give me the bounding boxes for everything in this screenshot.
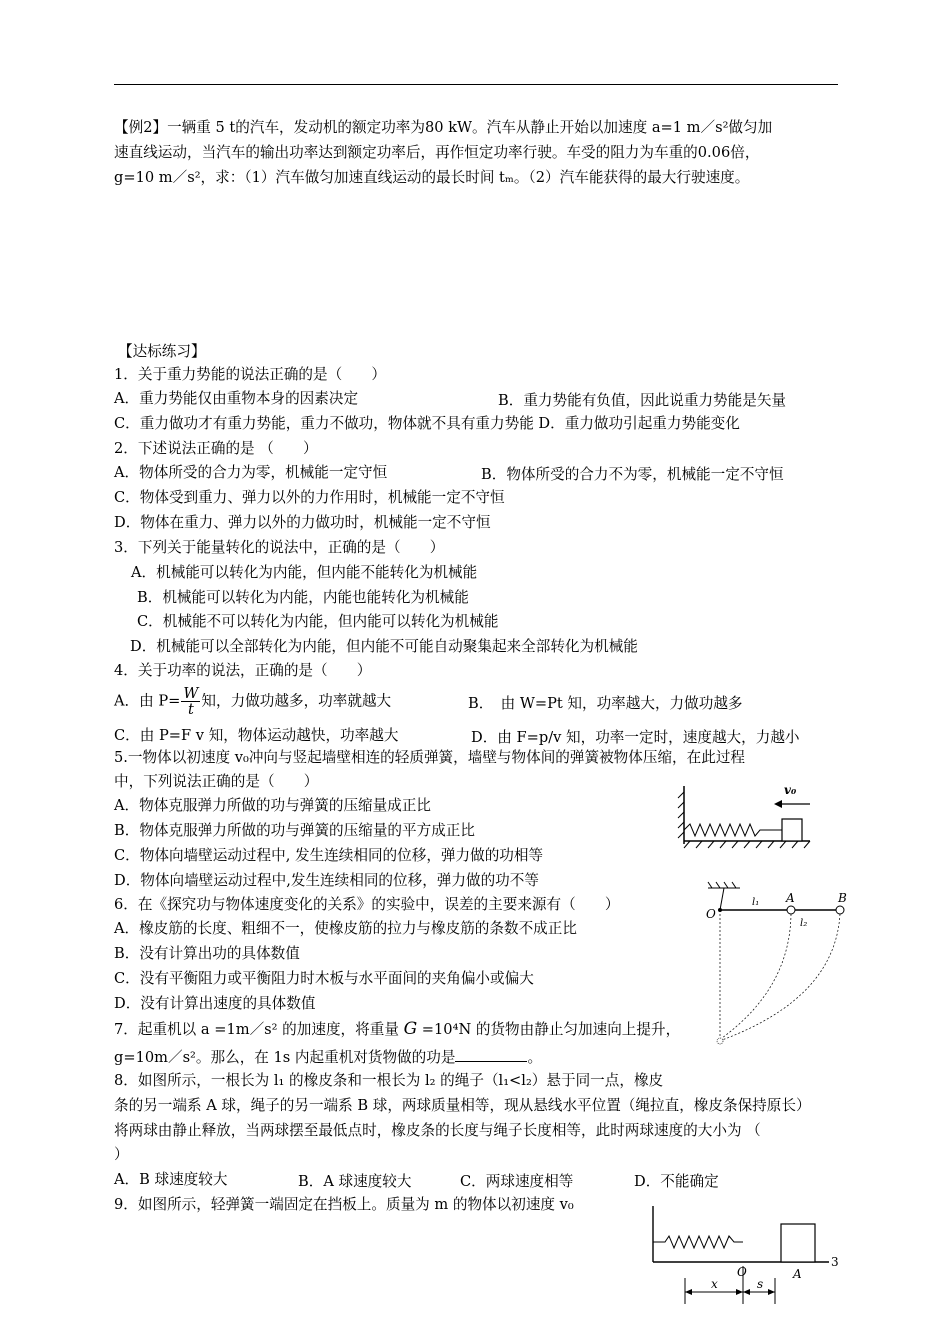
- q6-option-c: C．没有平衡阻力或平衡阻力时木板与水平面间的夹角偏小或偏大: [114, 970, 534, 987]
- q4-a-prefix: A．由 P=: [114, 692, 181, 710]
- q4-a-suffix: 知，力做功越多，功率就越大: [201, 692, 392, 710]
- q6-option-a: A．橡皮筋的长度、粗细不一，使橡皮筋的拉力与橡皮筋的条数不成正比: [114, 920, 577, 937]
- q8-label-l2: l₂: [800, 918, 808, 929]
- q5-spring-wall-figure: [670, 778, 820, 853]
- q4-fraction: [181, 686, 200, 717]
- q9-s-arrow-right: [768, 1289, 775, 1295]
- q2-option-d: D．物体在重力、弹力以外的力做功时，机械能一定不守恒: [114, 514, 491, 531]
- q5-arrow-head: [774, 800, 782, 808]
- q8-label-b: B: [838, 891, 847, 905]
- q5-option-a: A．物体克服弹力所做的功与弹簧的压缩量成正比: [114, 797, 432, 814]
- q7-line2-b: 。: [527, 1049, 543, 1066]
- q4-option-d: D．由 F=p/v 知，功率一定时，速度越大，力越小: [471, 729, 800, 746]
- q2-option-c: C．物体受到重力、弹力以外的力作用时，机械能一定不守恒: [114, 489, 505, 506]
- q8-ball-a: [787, 906, 795, 914]
- q7-answer-blank[interactable]: [455, 1047, 527, 1062]
- q3-option-b: B．机械能可以转化为内能，内能也能转化为机械能: [137, 589, 469, 606]
- q8-option-c: C．两球速度相等: [460, 1173, 574, 1190]
- q4-fraction-denominator: t: [187, 701, 194, 718]
- q8-support: [720, 888, 724, 910]
- q8-pendulum-figure: [700, 878, 850, 1048]
- q2-stem: 2．下述说法正确的是 （ ）: [114, 440, 318, 457]
- q8-line1: 8．如图所示，一根长为 l₁ 的橡皮条和一根长为 l₂ 的绳子（l₁<l₂）悬于同一点，橡皮: [114, 1072, 664, 1089]
- q6-option-d: D．没有计算出速度的具体数值: [114, 995, 316, 1012]
- q8-line3: 将两球由静止释放，当两球摆至最低点时，橡皮条的长度与绳子长度相等，此时两球速度的大小为 （: [114, 1122, 761, 1139]
- q6-option-b: B．没有计算出功的具体数值: [114, 945, 300, 962]
- q8-label-a: A: [786, 891, 795, 905]
- q9-label-a: A: [793, 1267, 802, 1281]
- q5-option-d: D．物体向墙壁运动过程中,发生连续相同的位移，弹力做的功不等: [114, 872, 539, 889]
- q4-stem: 4．关于功率的说法，正确的是（ ）: [114, 662, 372, 679]
- q3-stem: 3．下列关于能量转化的说法中，正确的是（ ）: [114, 539, 445, 556]
- q9-spring-figure: [645, 1200, 845, 1320]
- q1-option-cd: C．重力做功才有重力势能，重力不做功，物体就不具有重力势能 D．重力做功引起重力势能变化: [114, 415, 740, 432]
- q8-ceiling-hatching: [708, 882, 736, 888]
- q9-stem: 9．如图所示，轻弹簧一端固定在挡板上。质量为 m 的物体以初速度 v₀: [114, 1196, 574, 1213]
- q8-arc-b: [722, 914, 840, 1040]
- q3-option-c: C．机械能不可以转化为内能，但内能可以转化为机械能: [137, 613, 499, 630]
- q8-label-o: O: [706, 907, 716, 921]
- q5-stem-line2: 中，下列说法正确的是（ ）: [114, 773, 319, 790]
- q4-option-b: B． 由 W=Pt 知，功率越大，力做功越多: [468, 695, 743, 712]
- q1-option-b: B．重力势能有负值，因此说重力势能是矢量: [498, 392, 787, 409]
- q7-line1: [114, 1019, 680, 1040]
- q2-option-a: A．物体所受的合力为零，机械能一定守恒: [114, 464, 388, 481]
- q8-ball-b: [836, 906, 844, 914]
- example2-line1: 【例2】一辆重 5 t的汽车，发动机的额定功率为80 kW。汽车从静止开始以加速度 a=1 m／s²做匀加: [114, 119, 773, 136]
- q5-block: [782, 819, 802, 841]
- q8-line2: 条的另一端系 A 球，绳子的另一端系 B 球，两球质量相等，现从悬线水平位置（绳拉直，橡皮条保持原长）: [114, 1097, 811, 1114]
- q8-label-l1: l₁: [752, 897, 760, 908]
- q6-stem: 6．在《探究功与物体速度变化的关系》的实验中，误差的主要来源有（ ）: [114, 896, 620, 913]
- q5-option-b: B．物体克服弹力所做的功与弹簧的压缩量的平方成正比: [114, 822, 475, 839]
- example2-line2: 速直线运动，当汽车的输出功率达到额定功率后，再作恒定功率行驶。车受的阻力为车重的0.06倍，: [114, 144, 760, 161]
- q5-option-c: C．物体向墙壁运动过程中, 发生连续相同的位移，弹力做的功相等: [114, 847, 544, 864]
- q4-option-c: C．由 P=F v 知，物体运动越快，功率越大: [114, 727, 399, 744]
- q7-line1-a: 7．起重机以 a =1m／s² 的加速度，将重量: [114, 1021, 399, 1038]
- q8-option-a: A．B 球速度较大: [114, 1171, 228, 1188]
- practice-heading: 【达标练习】: [118, 343, 206, 360]
- q3-option-d: D．机械能可以全部转化为内能，但内能不可能自动聚集起来全部转化为机械能: [130, 638, 638, 655]
- q7-line2: [114, 1047, 542, 1068]
- q3-option-a: A．机械能可以转化为内能，但内能不能转化为机械能: [131, 564, 478, 581]
- q1-stem: 1．关于重力势能的说法正确的是（ ）: [114, 366, 386, 383]
- q9-label-o: O: [737, 1265, 747, 1279]
- q7-weight-symbol: G: [403, 1019, 418, 1039]
- q5-spring: [684, 824, 782, 836]
- q9-spring: [653, 1236, 743, 1248]
- q9-x-arrow-right: [736, 1289, 743, 1295]
- q8-option-d: D．不能确定: [634, 1173, 719, 1190]
- q8-line4: ）: [114, 1146, 129, 1163]
- q2-option-b: B．物体所受的合力不为零，机械能一定不守恒: [481, 466, 784, 483]
- q9-label-s: s: [757, 1277, 764, 1291]
- q5-v0-label: v₀: [784, 783, 797, 797]
- q8-option-b: B．A 球速度较大: [298, 1173, 412, 1190]
- q5-floor-hatching: [684, 841, 810, 848]
- header-rule: [114, 84, 838, 85]
- q9-x-arrow-left: [685, 1289, 692, 1295]
- q9-s-arrow-left: [743, 1289, 750, 1295]
- example2-line3: g=10 m／s²，求：（1）汽车做匀加速直线运动的最长时间 tₘ。（2）汽车能获得的最大行驶速度。: [114, 169, 750, 186]
- q4-option-a: [114, 686, 391, 717]
- q7-line2-a: g=10m／s²。那么，在 1s 内起重机对货物做的功是: [114, 1049, 456, 1066]
- q5-stem-line1: 5.一物体以初速度 v₀冲向与竖起墙壁相连的轻质弹簧，墙壁与物体间的弹簧被物体压缩，在此过程: [114, 749, 746, 766]
- q7-line1-b: =10⁴N 的货物由静止匀加速向上提升，: [421, 1021, 681, 1038]
- q1-option-a: A．重力势能仅由重物本身的因素决定: [114, 390, 359, 407]
- q8-arc-a: [722, 914, 791, 1038]
- q9-label-x: x: [711, 1277, 718, 1291]
- q9-block: [781, 1224, 815, 1262]
- q4-fraction-numerator: W: [183, 685, 199, 702]
- q5-wall-hatching: [678, 792, 684, 838]
- q9-edge-mark: 3: [831, 1255, 839, 1269]
- q8-lowest-ball: [717, 1038, 723, 1044]
